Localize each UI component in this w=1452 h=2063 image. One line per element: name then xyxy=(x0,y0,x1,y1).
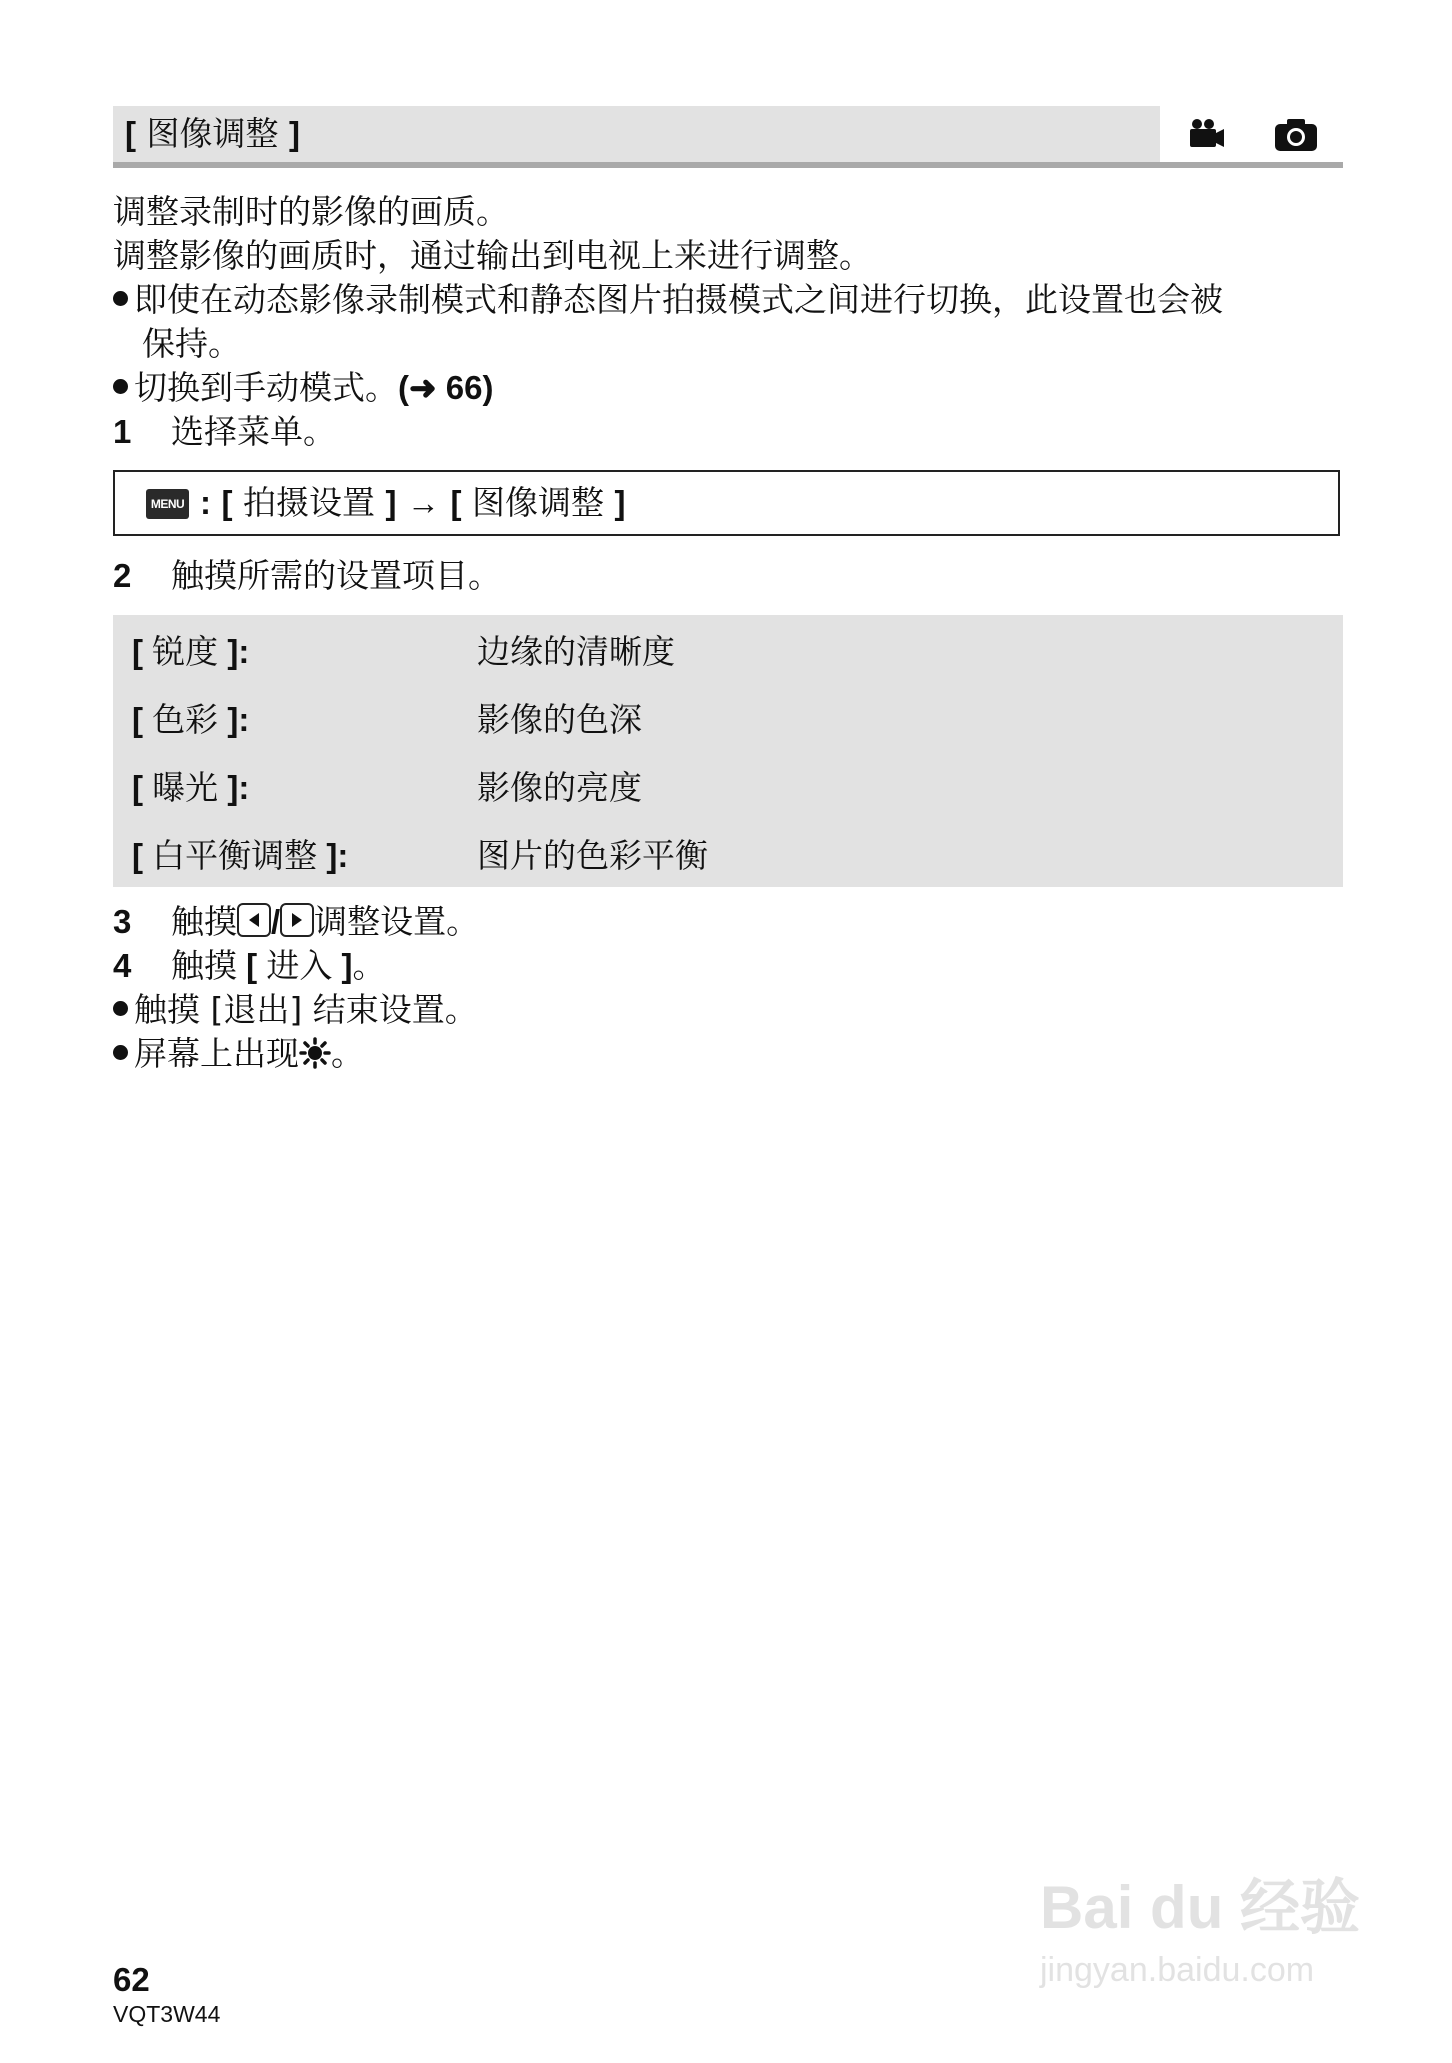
step-text: 选择菜单。 xyxy=(171,412,336,451)
section-header-rule xyxy=(113,162,1343,168)
setting-label-white-balance: [ 白平衡调整 ]: xyxy=(132,836,349,875)
bullet-dot xyxy=(113,1001,128,1016)
step-2 xyxy=(113,554,501,598)
bullet-keep-setting xyxy=(113,278,1223,322)
step-text: 调整设置。 xyxy=(314,902,480,941)
right-arrow-button-icon[interactable] xyxy=(280,903,314,937)
bracket-close: ] xyxy=(289,115,300,152)
bullet-dot xyxy=(113,291,128,306)
section-title-text: 图像调整 xyxy=(146,114,279,153)
intro-line-2: 调整影像的画质时，通过输出到电视上来进行调整。 xyxy=(113,236,872,275)
setting-label-exposure: [ 曝光 ]: xyxy=(132,768,250,807)
page-reference-link[interactable]: (➜ 66) xyxy=(398,369,494,406)
setting-label-sharpness: [ 锐度 ]: xyxy=(132,632,250,671)
bullet-keep-setting-cont: 保持。 xyxy=(142,324,241,363)
video-camera-icon xyxy=(1188,118,1226,154)
bullet-text: 即使在动态影像录制模式和静态图片拍摄模式之间进行切换，此设置也会被 xyxy=(134,280,1223,319)
setting-label-color: [ 色彩 ]: xyxy=(132,700,250,739)
step-text: 触摸 xyxy=(171,946,237,985)
bullet-icon-appears: 屏幕上出现 。 xyxy=(113,1032,364,1080)
step-number: 3 xyxy=(113,903,132,940)
section-title xyxy=(125,114,300,154)
document-code: VQT3W44 xyxy=(113,2001,221,2027)
bracket-open: [ xyxy=(125,115,136,152)
menu-icon[interactable]: MENU xyxy=(146,489,189,519)
bullet-dot xyxy=(113,1045,128,1060)
bullet-dot xyxy=(113,379,128,394)
watermark-logo: Bai du 经验 xyxy=(1040,1874,1361,1941)
step-3 xyxy=(113,900,479,944)
enter-button-label[interactable]: 进入 xyxy=(266,946,333,985)
setting-desc: 影像的色深 xyxy=(477,700,642,739)
left-arrow-button-icon[interactable] xyxy=(237,903,271,937)
step-number: 4 xyxy=(113,947,132,984)
bullet-exit: 触摸 [退出] 结束设置。 xyxy=(113,988,478,1032)
camera-icon xyxy=(1274,118,1318,156)
step-number: 2 xyxy=(113,557,132,594)
menu-item-image-adjust[interactable]: 图像调整 xyxy=(472,483,604,522)
step-4: 4 触摸 [ 进入 ]。 xyxy=(113,944,386,988)
intro-line-1: 调整录制时的影像的画质。 xyxy=(113,192,509,231)
bullet-manual-mode xyxy=(113,366,494,410)
watermark-url: jingyan.baidu.com xyxy=(1040,1951,1315,1989)
setting-desc: 边缘的清晰度 xyxy=(477,632,675,671)
bullet-text: 切换到手动模式。 xyxy=(134,368,398,407)
menu-item-shooting-settings[interactable]: 拍摄设置 xyxy=(243,483,375,522)
menu-path-text: : [ 拍摄设置 ] → [ 图像调整 ] xyxy=(200,483,626,522)
exit-button-label[interactable]: 退出 xyxy=(223,990,290,1029)
image-adjust-status-icon xyxy=(299,1036,331,1080)
step-text: 触摸 xyxy=(171,902,237,941)
step-1 xyxy=(113,410,336,454)
slash: / xyxy=(271,903,281,940)
setting-desc: 图片的色彩平衡 xyxy=(477,836,708,875)
step-text: 触摸所需的设置项目。 xyxy=(171,556,501,595)
menu-colon: : xyxy=(200,484,211,521)
arrow-icon: → xyxy=(407,484,440,521)
page-number: 62 xyxy=(113,1961,150,1998)
step-number: 1 xyxy=(113,413,132,450)
setting-desc: 影像的亮度 xyxy=(477,768,642,807)
